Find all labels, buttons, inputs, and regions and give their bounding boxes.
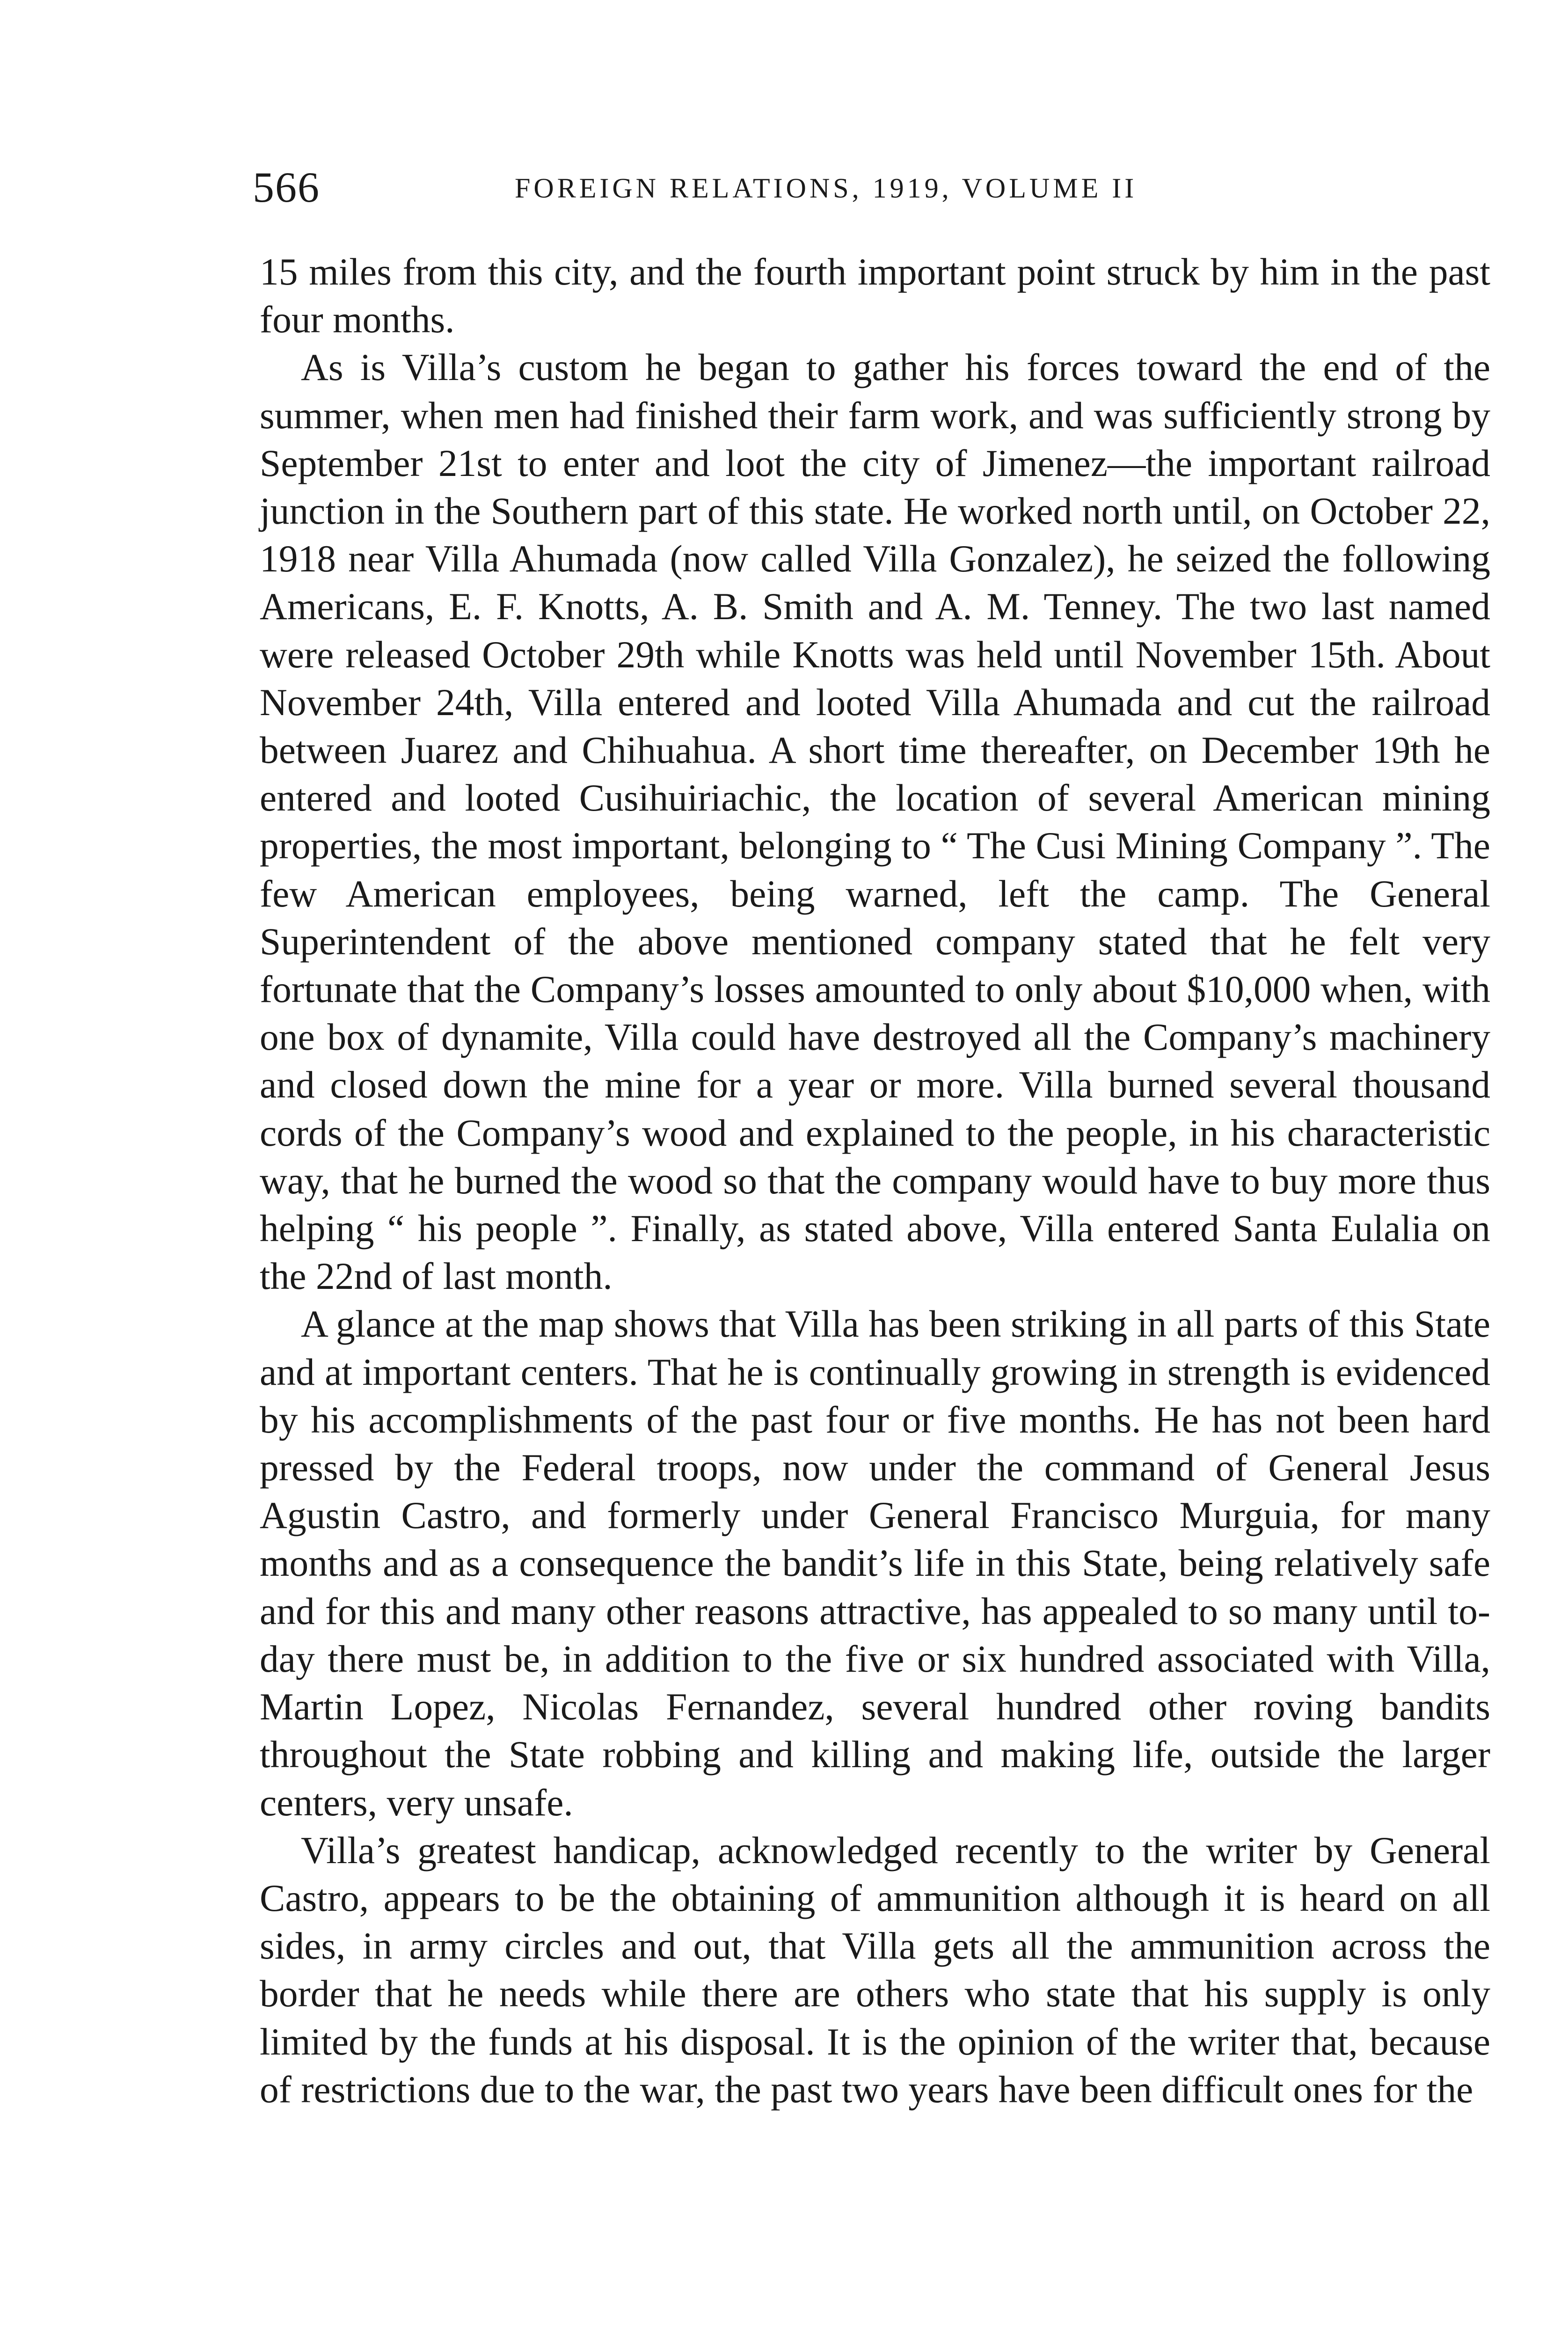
page-number: 566 [253,163,320,211]
paragraph-map-glance: A glance at the map shows that Villa has been striking in all parts of this State and at important centers. That he is continually growing in strength is evidenced by his accomplishments of the past four or five months. He has not been hard pressed by the Federal troops, now under the command of General Jesus Agustin Castro, and formerly under General Francisco Murguia, for many months and as a consequence the bandit’s life in this State, being relatively safe and for this and many other reasons attractive, has appealed to so many until to-day there must be, in addition to the five or six hundred associated with Villa, Martin Lopez, Nicolas Fernandez, several hundred other roving bandits throughout the State robbing and killing and making life, outside the larger centers, very unsafe. [260,1302,1490,1824]
running-head [253,159,1488,215]
body-text [260,248,1490,2113]
header-title: FOREIGN RELATIONS, 1919, VOLUME II [515,173,1138,204]
paragraph-villa-raids: As is Villa’s custom he began to gather his forces toward the end of the summer, when men had finished their farm work, and was sufficiently strong by September 21st to enter and loot the city of Jimenez—the important railroad junction in the Southern part of this state. He worked north until, on October 22, 1918 near Villa Ahumada (now called Villa Gonzalez), he seized the following Americans, E. F. Knotts, A. B. Smith and A. M. Tenney. The two last named were released October 29th while Knotts was held until November 15th. About November 24th, Villa entered and looted Villa Ahumada and cut the railroad between Juarez and Chihuahua. A short time thereafter, on December 19th he entered and looted Cusihuiriachic, the location of several American mining properties, the most important, belonging to “ The Cusi Mining Company ”. The few American employees, being warned, left the camp. The General Superintendent of the above mentioned company stated that he felt very fortunate that the Company’s losses amounted to only about $10,000 when, with one box of dynamite, Villa could have destroyed all the Company’s machinery and closed down the mine for a year or more. Villa burned several thousand cords of the Company’s wood and explained to the people, in his characteristic way, that he burned the wood so that the company would have to buy more thus helping “ his people ”. Finally, as stated above, Villa entered Santa Eulalia on the 22nd of last month. [260,346,1490,1298]
paragraph-ammunition: Villa’s greatest handicap, acknowledged recently to the writer by General Castro, appears to be the obtaining of ammunition although it is heard on all sides, in army circles and out, that Villa gets all the ammunition across the border that he needs while there are others who state that his supply is only limited by the funds at his disposal. It is the opinion of the writer that, because of restrictions due to the war, the past two years have been difficult ones for the [260,1828,1490,2111]
paragraph-continued: 15 miles from this city, and the fourth important point struck by him in the past four months. [260,250,1490,341]
